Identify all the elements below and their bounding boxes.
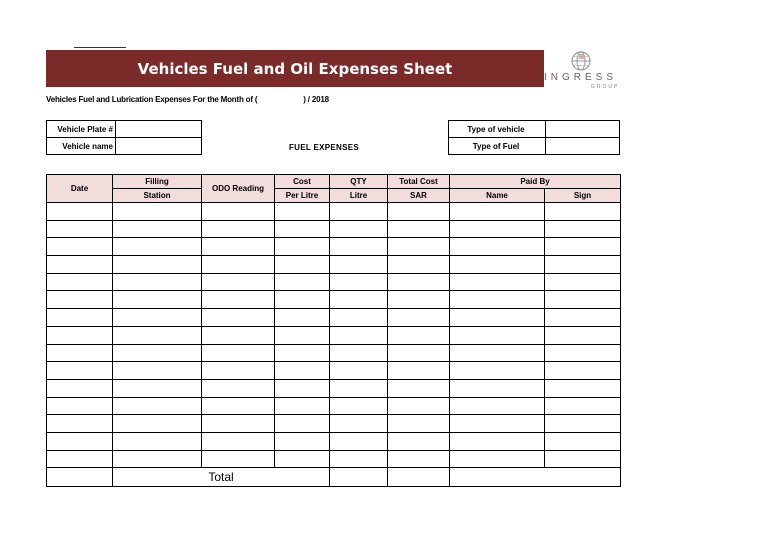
table-cell[interactable] [330, 291, 388, 309]
col-paid-name: Name [450, 189, 545, 203]
vehicle-name-field[interactable] [116, 138, 202, 155]
table-cell[interactable] [47, 432, 113, 450]
table-cell[interactable] [330, 326, 388, 344]
table-cell[interactable] [450, 397, 545, 415]
col-station-line2: Station [113, 189, 202, 203]
table-cell[interactable] [388, 344, 450, 362]
total-cost-cell[interactable] [388, 468, 450, 487]
col-total-line1: Total Cost [388, 175, 450, 189]
vehicle-type-table [448, 120, 620, 155]
table-cell[interactable] [202, 309, 275, 327]
fuel-type-field[interactable] [546, 138, 620, 155]
table-cell[interactable] [388, 273, 450, 291]
table-cell[interactable] [113, 238, 202, 256]
table-cell[interactable] [545, 379, 621, 397]
table-row [47, 397, 621, 415]
table-cell[interactable] [450, 415, 545, 433]
table-cell[interactable] [202, 203, 275, 221]
col-date: Date [47, 175, 113, 203]
table-cell[interactable] [388, 362, 450, 380]
table-cell[interactable] [47, 203, 113, 221]
table-cell[interactable] [202, 450, 275, 468]
table-cell[interactable] [450, 432, 545, 450]
table-cell[interactable] [202, 415, 275, 433]
table-cell[interactable] [330, 450, 388, 468]
table-cell[interactable] [275, 432, 330, 450]
fuel-expenses-table [46, 174, 621, 487]
table-cell[interactable] [450, 291, 545, 309]
table-cell[interactable] [545, 326, 621, 344]
table-cell[interactable] [450, 309, 545, 327]
table-cell[interactable] [450, 220, 545, 238]
table-cell[interactable] [113, 415, 202, 433]
table-cell[interactable] [388, 203, 450, 221]
table-cell[interactable] [330, 344, 388, 362]
table-cell[interactable] [330, 256, 388, 274]
table-cell[interactable] [113, 397, 202, 415]
table-cell[interactable] [47, 362, 113, 380]
table-cell[interactable] [113, 291, 202, 309]
table-cell[interactable] [330, 415, 388, 433]
month-line-suffix: ) / 2018 [303, 95, 329, 104]
table-cell[interactable] [545, 397, 621, 415]
table-cell[interactable] [388, 256, 450, 274]
table-cell[interactable] [113, 450, 202, 468]
table-cell[interactable] [330, 309, 388, 327]
table-cell[interactable] [545, 238, 621, 256]
table-cell[interactable] [202, 273, 275, 291]
table-cell[interactable] [388, 450, 450, 468]
table-cell[interactable] [545, 309, 621, 327]
table-cell[interactable] [545, 415, 621, 433]
table-cell[interactable] [545, 344, 621, 362]
table-cell[interactable] [113, 432, 202, 450]
table-row [47, 344, 621, 362]
table-cell[interactable] [330, 397, 388, 415]
table-cell[interactable] [47, 256, 113, 274]
table-cell[interactable] [330, 203, 388, 221]
table-cell[interactable] [275, 415, 330, 433]
table-cell[interactable] [275, 362, 330, 380]
page-title: Vehicles Fuel and Oil Expenses Sheet [137, 59, 453, 78]
vehicle-type-field[interactable] [546, 121, 620, 138]
table-cell[interactable] [450, 326, 545, 344]
vehicle-info-table [46, 120, 202, 155]
table-cell[interactable] [113, 256, 202, 274]
table-cell[interactable] [47, 273, 113, 291]
table-cell[interactable] [545, 256, 621, 274]
table-cell[interactable] [202, 379, 275, 397]
total-row-blank [47, 468, 113, 487]
table-cell[interactable] [275, 379, 330, 397]
vehicle-plate-field[interactable] [116, 121, 202, 138]
table-cell[interactable] [330, 432, 388, 450]
table-cell[interactable] [450, 256, 545, 274]
table-row [47, 256, 621, 274]
table-cell[interactable] [275, 238, 330, 256]
logo-subtitle: GROUP [591, 84, 620, 90]
table-cell[interactable] [545, 203, 621, 221]
table-cell[interactable] [275, 326, 330, 344]
total-paid-cell[interactable] [450, 468, 621, 487]
table-cell[interactable] [545, 432, 621, 450]
vehicle-name-label: Vehicle name [47, 138, 116, 155]
col-cost-line2: Per Litre [275, 189, 330, 203]
table-cell[interactable] [113, 203, 202, 221]
table-cell[interactable] [47, 344, 113, 362]
title-bar [46, 50, 544, 87]
table-cell[interactable] [330, 362, 388, 380]
table-cell[interactable] [388, 220, 450, 238]
table-cell[interactable] [275, 291, 330, 309]
table-cell[interactable] [275, 309, 330, 327]
total-qty-cell[interactable] [330, 468, 388, 487]
table-cell[interactable] [545, 291, 621, 309]
table-cell[interactable] [113, 326, 202, 344]
table-cell[interactable] [47, 309, 113, 327]
table-cell[interactable] [545, 450, 621, 468]
table-cell[interactable] [47, 326, 113, 344]
table-cell[interactable] [330, 273, 388, 291]
table-row [47, 291, 621, 309]
col-paid-sign: Sign [545, 189, 621, 203]
fuel-type-label: Type of Fuel [449, 138, 546, 155]
table-cell[interactable] [47, 238, 113, 256]
table-cell[interactable] [113, 220, 202, 238]
table-cell[interactable] [330, 220, 388, 238]
table-cell[interactable] [275, 256, 330, 274]
table-row [47, 415, 621, 433]
table-cell[interactable] [113, 273, 202, 291]
table-cell[interactable] [545, 273, 621, 291]
col-odo: ODO Reading [202, 175, 275, 203]
table-row [47, 309, 621, 327]
table-cell[interactable] [388, 432, 450, 450]
month-line-prefix: Vehicles Fuel and Lubrication Expenses For the Month of ( [46, 95, 258, 104]
col-qty-line2: Litre [330, 189, 388, 203]
table-cell[interactable] [47, 397, 113, 415]
table-row [47, 273, 621, 291]
table-cell[interactable] [275, 273, 330, 291]
month-line [46, 95, 329, 104]
table-cell[interactable] [113, 379, 202, 397]
table-cell[interactable] [450, 203, 545, 221]
col-cost-line1: Cost [275, 175, 330, 189]
table-cell[interactable] [275, 203, 330, 221]
table-cell[interactable] [202, 220, 275, 238]
table-row [47, 362, 621, 380]
table-cell[interactable] [47, 450, 113, 468]
col-paid-by: Paid By [450, 175, 621, 189]
table-row [47, 220, 621, 238]
vehicle-type-label: Type of vehicle [449, 121, 546, 138]
table-cell[interactable] [388, 291, 450, 309]
table-cell[interactable] [450, 273, 545, 291]
table-cell[interactable] [450, 450, 545, 468]
table-row [47, 326, 621, 344]
table-cell[interactable] [47, 291, 113, 309]
section-label: FUEL EXPENSES [289, 143, 359, 152]
table-cell[interactable] [388, 238, 450, 256]
table-cell[interactable] [450, 379, 545, 397]
table-cell[interactable] [388, 397, 450, 415]
table-cell[interactable] [388, 309, 450, 327]
table-cell[interactable] [113, 362, 202, 380]
table-cell[interactable] [202, 256, 275, 274]
table-row [47, 203, 621, 221]
globe-logo-icon [570, 50, 592, 72]
logo-name: INGRESS [544, 72, 618, 83]
table-cell[interactable] [275, 450, 330, 468]
table-cell[interactable] [275, 220, 330, 238]
table-cell[interactable] [202, 344, 275, 362]
table-cell[interactable] [202, 238, 275, 256]
table-cell[interactable] [202, 291, 275, 309]
table-cell[interactable] [202, 326, 275, 344]
table-cell[interactable] [388, 415, 450, 433]
col-qty-line1: QTY [330, 175, 388, 189]
table-cell[interactable] [450, 238, 545, 256]
table-cell[interactable] [388, 326, 450, 344]
table-cell[interactable] [388, 379, 450, 397]
table-cell[interactable] [113, 344, 202, 362]
table-cell[interactable] [275, 344, 330, 362]
table-cell[interactable] [113, 309, 202, 327]
table-cell[interactable] [275, 397, 330, 415]
col-total-line2: SAR [388, 189, 450, 203]
table-cell[interactable] [202, 432, 275, 450]
table-row [47, 450, 621, 468]
table-cell[interactable] [47, 220, 113, 238]
table-cell[interactable] [330, 238, 388, 256]
total-label: Total [113, 468, 330, 487]
table-cell[interactable] [450, 362, 545, 380]
table-cell[interactable] [450, 344, 545, 362]
table-cell[interactable] [47, 415, 113, 433]
table-cell[interactable] [545, 220, 621, 238]
table-cell[interactable] [202, 362, 275, 380]
table-row [47, 432, 621, 450]
col-station-line1: Filling [113, 175, 202, 189]
table-row [47, 379, 621, 397]
table-cell[interactable] [202, 397, 275, 415]
table-cell[interactable] [330, 379, 388, 397]
table-row [47, 238, 621, 256]
table-cell[interactable] [47, 379, 113, 397]
vehicle-plate-label: Vehicle Plate # [47, 121, 116, 138]
table-cell[interactable] [545, 362, 621, 380]
